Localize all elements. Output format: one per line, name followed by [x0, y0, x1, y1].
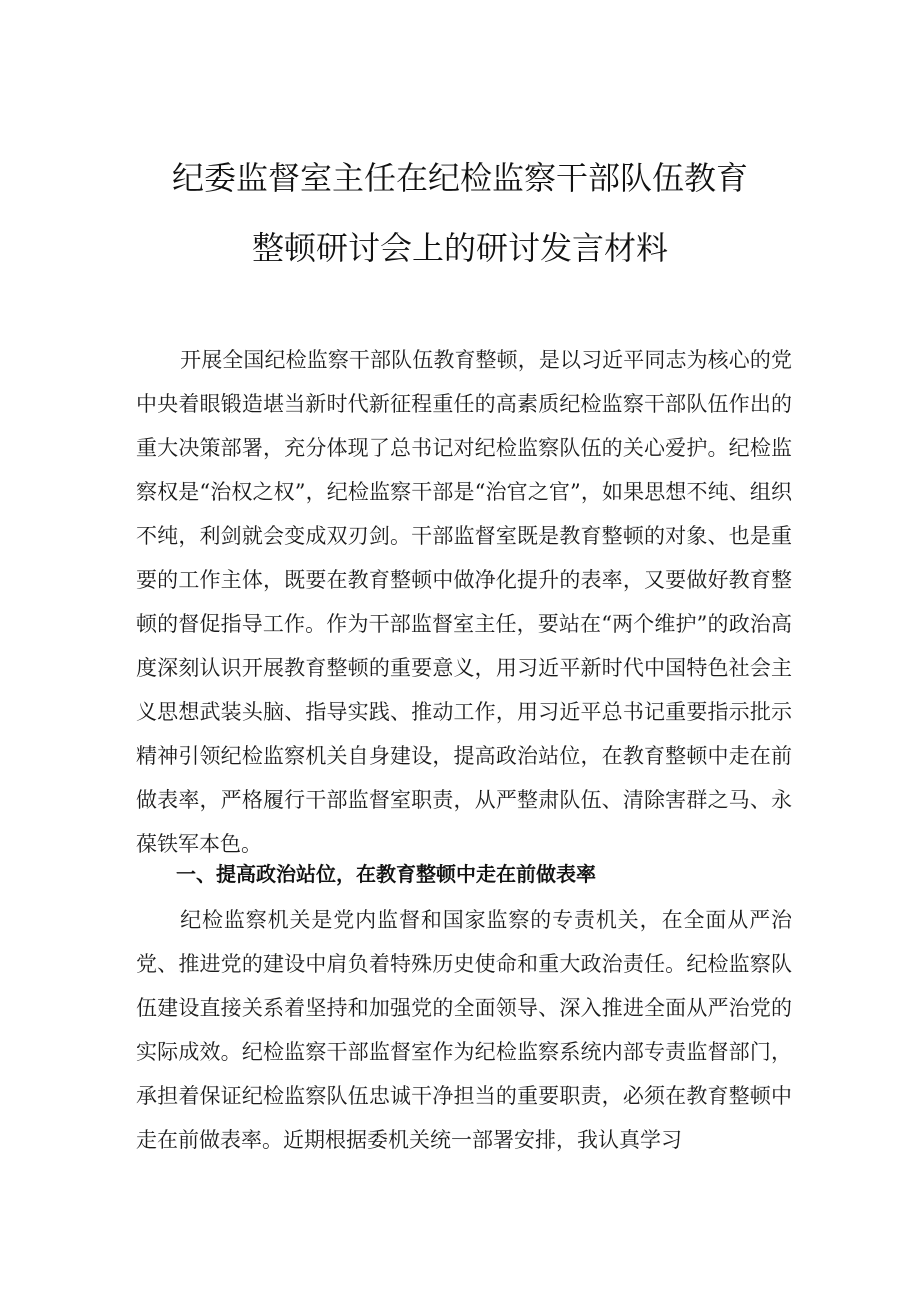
- body-paragraph-2: 纪检监察机关是党内监督和国家监察的专责机关，在全面从严治党、推进党的建设中肩负着特殊历史使命和重大政治责任。纪检监察队伍建设直接关系着坚持和加强党的全面领导、深入推进全面从严治党的实际成效。纪检监察干部监督室作为纪检监察系统内部专责监督部门，承担着保证纪检监察队伍忠诚干净担当的重要职责，必须在教育整顿中走在前做表率。近期根据委机关统一部署安排，我认真学习: [136, 908, 792, 1152]
- body-paragraph-1: 开展全国纪检监察干部队伍教育整顿，是以习近平同志为核心的党中央着眼锻造堪当新时代新征程重任的高素质纪检监察干部队伍作出的重大决策部署，充分体现了总书记对纪检监察队伍的关心爱护。纪检监察权是“治权之权”，纪检监察干部是“治官之官”，如果思想不纯、组织不纯，利剑就会变成双刃剑。干部监督室既是教育整顿的对象、也是重要的工作主体，既要在教育整顿中做净化提升的表率，又要做好教育整顿的督促指导工作。作为干部监督室主任，要站在“两个维护”的政治高度深刻认识开展教育整顿的重要意义，用习近平新时代中国特色社会主义思想武装头脑、指导实践、推动工作，用习近平总书记重要指示批示精神引领纪检监察机关自身建设，提高政治站位，在教育整顿中走在前做表率，严格履行干部监督室职责，从严整肃队伍、清除害群之马、永葆铁军本色。: [136, 348, 792, 856]
- document-title-line-2: 整顿研讨会上的研讨发言材料: [251, 229, 668, 267]
- document-title-line-1: 纪委监督室主任在纪检监察干部队伍教育: [171, 159, 748, 197]
- section-heading-1: 一、提高政治站位，在教育整顿中走在前做表率: [176, 862, 596, 886]
